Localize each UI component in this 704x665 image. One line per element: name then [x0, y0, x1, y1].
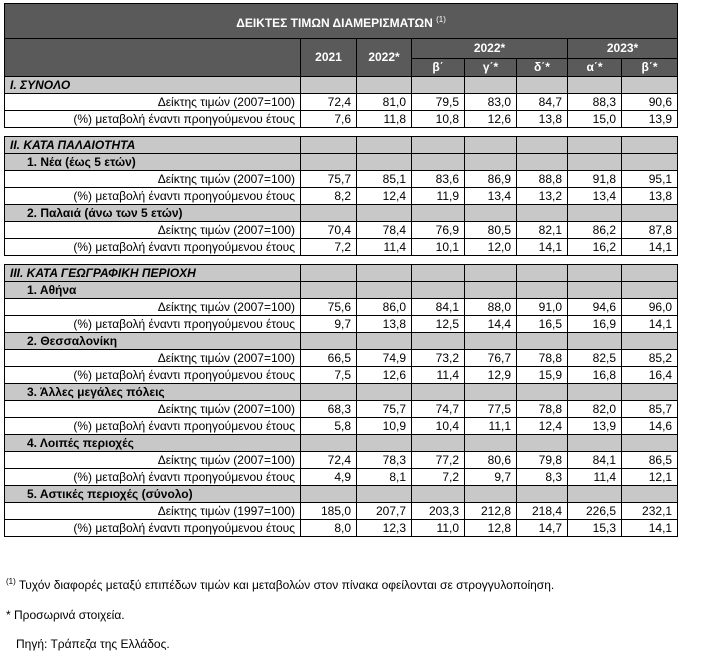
group-header-cell	[412, 333, 465, 350]
value-cell: 218,4	[517, 503, 568, 520]
value-cell: 15,3	[568, 520, 622, 537]
group-header-cell	[622, 205, 678, 222]
value-cell: 13,8	[622, 188, 678, 205]
value-cell: 12,4	[517, 418, 568, 435]
value-cell: 87,8	[622, 222, 678, 239]
section-header-row	[5, 77, 678, 94]
value-cell: 14,1	[517, 239, 568, 256]
value-cell: 7,5	[301, 367, 357, 384]
table-row	[5, 503, 678, 520]
value-cell: 86,5	[622, 452, 678, 469]
row-label: Δείκτης τιμών (2007=100)	[5, 401, 301, 418]
value-cell: 14,1	[622, 520, 678, 537]
value-cell: 74,7	[412, 401, 465, 418]
price-index-table-container	[4, 3, 677, 537]
section-header-cell	[517, 137, 568, 154]
group-header-cell	[622, 333, 678, 350]
group-header-cell	[465, 154, 517, 171]
group-header-row	[5, 333, 678, 350]
section-header-cell	[357, 137, 412, 154]
group-header-cell	[622, 282, 678, 299]
table-row	[5, 367, 678, 384]
header-2022-quarters: 2022*	[412, 39, 568, 59]
table-row	[5, 350, 678, 367]
value-cell: 8,0	[301, 520, 357, 537]
value-cell: 207,7	[357, 503, 412, 520]
group-header-row	[5, 435, 678, 452]
row-label: (%) μεταβολή έναντι προηγούμενου έτους	[5, 316, 301, 333]
value-cell: 15,0	[568, 111, 622, 128]
value-cell: 68,3	[301, 401, 357, 418]
footnote-mark: (1)	[6, 577, 16, 586]
table-title-row	[5, 4, 678, 39]
section-header-cell	[301, 137, 357, 154]
value-cell: 11,4	[357, 239, 412, 256]
group-header-cell	[357, 384, 412, 401]
group-header-cell	[622, 486, 678, 503]
value-cell: 16,9	[568, 316, 622, 333]
value-cell: 15,9	[517, 367, 568, 384]
group-header-cell	[412, 282, 465, 299]
value-cell: 7,2	[301, 239, 357, 256]
footnote-provisional	[6, 608, 125, 622]
header-2023-quarters: 2023*	[568, 39, 678, 59]
value-cell: 16,4	[622, 367, 678, 384]
value-cell: 76,9	[412, 222, 465, 239]
group-title: 1. Νέα (έως 5 ετών)	[5, 154, 301, 171]
value-cell: 212,8	[465, 503, 517, 520]
section-spacer	[5, 256, 678, 265]
table-row	[5, 452, 678, 469]
value-cell: 96,0	[622, 299, 678, 316]
group-header-cell	[301, 435, 357, 452]
value-cell: 10,9	[357, 418, 412, 435]
group-header-cell	[568, 333, 622, 350]
header-quarter: β΄	[412, 59, 465, 77]
value-cell: 82,1	[517, 222, 568, 239]
group-header-cell	[568, 282, 622, 299]
section-header-cell	[622, 265, 678, 282]
value-cell: 13,9	[622, 111, 678, 128]
section-header-cell	[301, 265, 357, 282]
section-spacer	[5, 128, 678, 137]
value-cell: 85,7	[622, 401, 678, 418]
group-header-cell	[412, 486, 465, 503]
header-quarter: β΄*	[622, 59, 678, 77]
value-cell: 66,5	[301, 350, 357, 367]
value-cell: 82,5	[568, 350, 622, 367]
value-cell: 82,0	[568, 401, 622, 418]
value-cell: 13,2	[517, 188, 568, 205]
value-cell: 14,1	[622, 239, 678, 256]
value-cell: 12,5	[412, 316, 465, 333]
table-row	[5, 171, 678, 188]
group-header-cell	[465, 282, 517, 299]
value-cell: 78,8	[517, 401, 568, 418]
section-header-cell	[465, 265, 517, 282]
footnote-provisional-text: * Προσωρινά στοιχεία.	[6, 608, 125, 622]
value-cell: 86,0	[357, 299, 412, 316]
group-header-cell	[622, 154, 678, 171]
value-cell: 75,7	[357, 401, 412, 418]
value-cell: 10,8	[412, 111, 465, 128]
group-header-row	[5, 282, 678, 299]
group-title: 3. Άλλες μεγάλες πόλεις	[5, 384, 301, 401]
value-cell: 12,1	[622, 469, 678, 486]
section-header-cell	[412, 77, 465, 94]
value-cell: 75,7	[301, 171, 357, 188]
value-cell: 13,4	[465, 188, 517, 205]
row-label: (%) μεταβολή έναντι προηγούμενου έτους	[5, 520, 301, 537]
group-header-cell	[412, 205, 465, 222]
row-label: (%) μεταβολή έναντι προηγούμενου έτους	[5, 469, 301, 486]
value-cell: 8,2	[301, 188, 357, 205]
value-cell: 16,5	[517, 316, 568, 333]
value-cell: 11,4	[568, 469, 622, 486]
group-header-cell	[301, 333, 357, 350]
section-header-cell	[568, 137, 622, 154]
title-footnote-mark: (1)	[436, 14, 446, 24]
section-header-cell	[517, 265, 568, 282]
value-cell: 9,7	[465, 469, 517, 486]
value-cell: 5,8	[301, 418, 357, 435]
group-header-cell	[301, 384, 357, 401]
table-row	[5, 111, 678, 128]
section-header-row	[5, 265, 678, 282]
row-label: Δείκτης τιμών (2007=100)	[5, 94, 301, 111]
value-cell: 9,7	[301, 316, 357, 333]
row-label: (%) μεταβολή έναντι προηγούμενου έτους	[5, 188, 301, 205]
group-header-cell	[301, 486, 357, 503]
group-header-cell	[568, 486, 622, 503]
value-cell: 13,8	[357, 316, 412, 333]
value-cell: 79,8	[517, 452, 568, 469]
source-text: Πηγή: Τράπεζα της Ελλάδος.	[16, 637, 170, 651]
value-cell: 11,8	[357, 111, 412, 128]
footnote-text: Τυχόν διαφορές μεταξύ επιπέδων τιμών και μεταβολών στον πίνακα οφείλονται σε στρογγυλοποίηση.	[18, 578, 555, 592]
value-cell: 86,9	[465, 171, 517, 188]
group-header-cell	[568, 435, 622, 452]
value-cell: 72,4	[301, 452, 357, 469]
table-row	[5, 222, 678, 239]
section-header-cell	[517, 77, 568, 94]
header-2022-annual: 2022*	[357, 39, 412, 77]
group-header-cell	[357, 154, 412, 171]
value-cell: 78,8	[517, 350, 568, 367]
group-header-cell	[517, 205, 568, 222]
group-header-row	[5, 154, 678, 171]
value-cell: 12,4	[357, 188, 412, 205]
source-note	[16, 637, 170, 651]
group-header-cell	[465, 205, 517, 222]
group-header-cell	[517, 154, 568, 171]
value-cell: 95,1	[622, 171, 678, 188]
row-label: Δείκτης τιμών (2007=100)	[5, 452, 301, 469]
group-title: 1. Αθήνα	[5, 282, 301, 299]
table-row	[5, 299, 678, 316]
table-row	[5, 239, 678, 256]
footnote-rounding	[6, 577, 554, 592]
group-header-cell	[517, 486, 568, 503]
group-title: 2. Παλαιά (άνω των 5 ετών)	[5, 205, 301, 222]
value-cell: 12,8	[465, 520, 517, 537]
group-header-row	[5, 384, 678, 401]
group-header-cell	[412, 435, 465, 452]
table-row	[5, 520, 678, 537]
value-cell: 86,2	[568, 222, 622, 239]
section-header-cell	[622, 137, 678, 154]
group-header-cell	[357, 333, 412, 350]
group-header-cell	[465, 486, 517, 503]
table-title	[5, 4, 678, 39]
value-cell: 11,4	[412, 367, 465, 384]
value-cell: 80,5	[465, 222, 517, 239]
header-quarter: δ΄*	[517, 59, 568, 77]
row-label: Δείκτης τιμών (2007=100)	[5, 350, 301, 367]
group-header-cell	[412, 154, 465, 171]
group-header-cell	[517, 282, 568, 299]
value-cell: 83,0	[465, 94, 517, 111]
value-cell: 16,2	[568, 239, 622, 256]
table-row	[5, 469, 678, 486]
section-header-cell	[412, 265, 465, 282]
value-cell: 203,3	[412, 503, 465, 520]
table-row	[5, 188, 678, 205]
value-cell: 83,6	[412, 171, 465, 188]
section-header-cell	[622, 77, 678, 94]
section-header-cell	[568, 265, 622, 282]
value-cell: 7,6	[301, 111, 357, 128]
value-cell: 77,2	[412, 452, 465, 469]
value-cell: 16,8	[568, 367, 622, 384]
value-cell: 232,1	[622, 503, 678, 520]
value-cell: 8,3	[517, 469, 568, 486]
value-cell: 94,6	[568, 299, 622, 316]
group-header-cell	[357, 205, 412, 222]
table-row	[5, 94, 678, 111]
section-header-cell	[465, 137, 517, 154]
value-cell: 80,6	[465, 452, 517, 469]
value-cell: 12,6	[465, 111, 517, 128]
section-header-row	[5, 137, 678, 154]
group-header-cell	[301, 205, 357, 222]
section-title: III. ΚΑΤΑ ΓΕΩΓΡΑΦΙΚΗ ΠΕΡΙΟΧΗ	[5, 265, 301, 282]
group-header-cell	[622, 384, 678, 401]
value-cell: 226,5	[568, 503, 622, 520]
value-cell: 8,1	[357, 469, 412, 486]
group-title: 5. Αστικές περιοχές (σύνολο)	[5, 486, 301, 503]
value-cell: 79,5	[412, 94, 465, 111]
section-title: II. ΚΑΤΑ ΠΑΛΑΙΟΤΗΤΑ	[5, 137, 301, 154]
section-header-cell	[465, 77, 517, 94]
group-header-row	[5, 486, 678, 503]
group-header-cell	[412, 384, 465, 401]
value-cell: 90,6	[622, 94, 678, 111]
value-cell: 91,8	[568, 171, 622, 188]
section-header-cell	[357, 265, 412, 282]
value-cell: 12,0	[465, 239, 517, 256]
value-cell: 77,5	[465, 401, 517, 418]
row-label: Δείκτης τιμών (2007=100)	[5, 299, 301, 316]
group-header-cell	[465, 333, 517, 350]
group-header-cell	[357, 486, 412, 503]
value-cell: 13,9	[568, 418, 622, 435]
row-label: Δείκτης τιμών (1997=100)	[5, 503, 301, 520]
row-label: (%) μεταβολή έναντι προηγούμενου έτους	[5, 418, 301, 435]
row-label: (%) μεταβολή έναντι προηγούμενου έτους	[5, 367, 301, 384]
group-title: 2. Θεσσαλονίκη	[5, 333, 301, 350]
value-cell: 75,6	[301, 299, 357, 316]
row-label: (%) μεταβολή έναντι προηγούμενου έτους	[5, 111, 301, 128]
group-header-cell	[568, 384, 622, 401]
value-cell: 11,0	[412, 520, 465, 537]
value-cell: 78,3	[357, 452, 412, 469]
value-cell: 12,9	[465, 367, 517, 384]
value-cell: 76,7	[465, 350, 517, 367]
price-index-table	[4, 3, 678, 537]
spacer-cell	[5, 256, 678, 265]
header-2021: 2021	[301, 39, 357, 77]
value-cell: 14,4	[465, 316, 517, 333]
table-row	[5, 401, 678, 418]
table-row	[5, 316, 678, 333]
value-cell: 7,2	[412, 469, 465, 486]
group-header-cell	[301, 282, 357, 299]
value-cell: 85,2	[622, 350, 678, 367]
group-header-cell	[517, 435, 568, 452]
group-header-cell	[568, 154, 622, 171]
value-cell: 78,4	[357, 222, 412, 239]
value-cell: 88,0	[465, 299, 517, 316]
group-header-cell	[517, 384, 568, 401]
value-cell: 12,3	[357, 520, 412, 537]
table-title-text: ΔΕΙΚΤΕΣ ΤΙΜΩΝ ΔΙΑΜΕΡΙΣΜΑΤΩΝ	[236, 15, 433, 30]
value-cell: 10,1	[412, 239, 465, 256]
row-label: Δείκτης τιμών (2007=100)	[5, 222, 301, 239]
value-cell: 85,1	[357, 171, 412, 188]
header-quarter: α΄*	[568, 59, 622, 77]
section-header-cell	[412, 137, 465, 154]
value-cell: 12,6	[357, 367, 412, 384]
value-cell: 4,9	[301, 469, 357, 486]
value-cell: 11,1	[465, 418, 517, 435]
section-title: I. ΣΥΝΟΛΟ	[5, 77, 301, 94]
value-cell: 10,4	[412, 418, 465, 435]
value-cell: 185,0	[301, 503, 357, 520]
group-header-cell	[465, 384, 517, 401]
group-header-cell	[357, 435, 412, 452]
value-cell: 14,1	[622, 316, 678, 333]
value-cell: 84,7	[517, 94, 568, 111]
row-label: (%) μεταβολή έναντι προηγούμενου έτους	[5, 239, 301, 256]
spacer-cell	[5, 128, 678, 137]
value-cell: 70,4	[301, 222, 357, 239]
header-quarter: γ΄*	[465, 59, 517, 77]
value-cell: 84,1	[568, 452, 622, 469]
value-cell: 14,6	[622, 418, 678, 435]
section-header-cell	[568, 77, 622, 94]
group-header-cell	[568, 205, 622, 222]
row-label: Δείκτης τιμών (2007=100)	[5, 171, 301, 188]
table-row	[5, 418, 678, 435]
value-cell: 14,7	[517, 520, 568, 537]
group-header-cell	[517, 333, 568, 350]
group-header-row	[5, 205, 678, 222]
header-blank	[5, 39, 301, 77]
value-cell: 81,0	[357, 94, 412, 111]
value-cell: 72,4	[301, 94, 357, 111]
value-cell: 13,8	[517, 111, 568, 128]
value-cell: 13,4	[568, 188, 622, 205]
group-title: 4. Λοιπές περιοχές	[5, 435, 301, 452]
value-cell: 84,1	[412, 299, 465, 316]
group-header-cell	[622, 435, 678, 452]
value-cell: 11,9	[412, 188, 465, 205]
value-cell: 73,2	[412, 350, 465, 367]
value-cell: 88,8	[517, 171, 568, 188]
group-header-cell	[465, 435, 517, 452]
group-header-cell	[301, 154, 357, 171]
value-cell: 88,3	[568, 94, 622, 111]
section-header-cell	[301, 77, 357, 94]
header-row-years	[5, 39, 678, 59]
value-cell: 74,9	[357, 350, 412, 367]
value-cell: 91,0	[517, 299, 568, 316]
section-header-cell	[357, 77, 412, 94]
group-header-cell	[357, 282, 412, 299]
